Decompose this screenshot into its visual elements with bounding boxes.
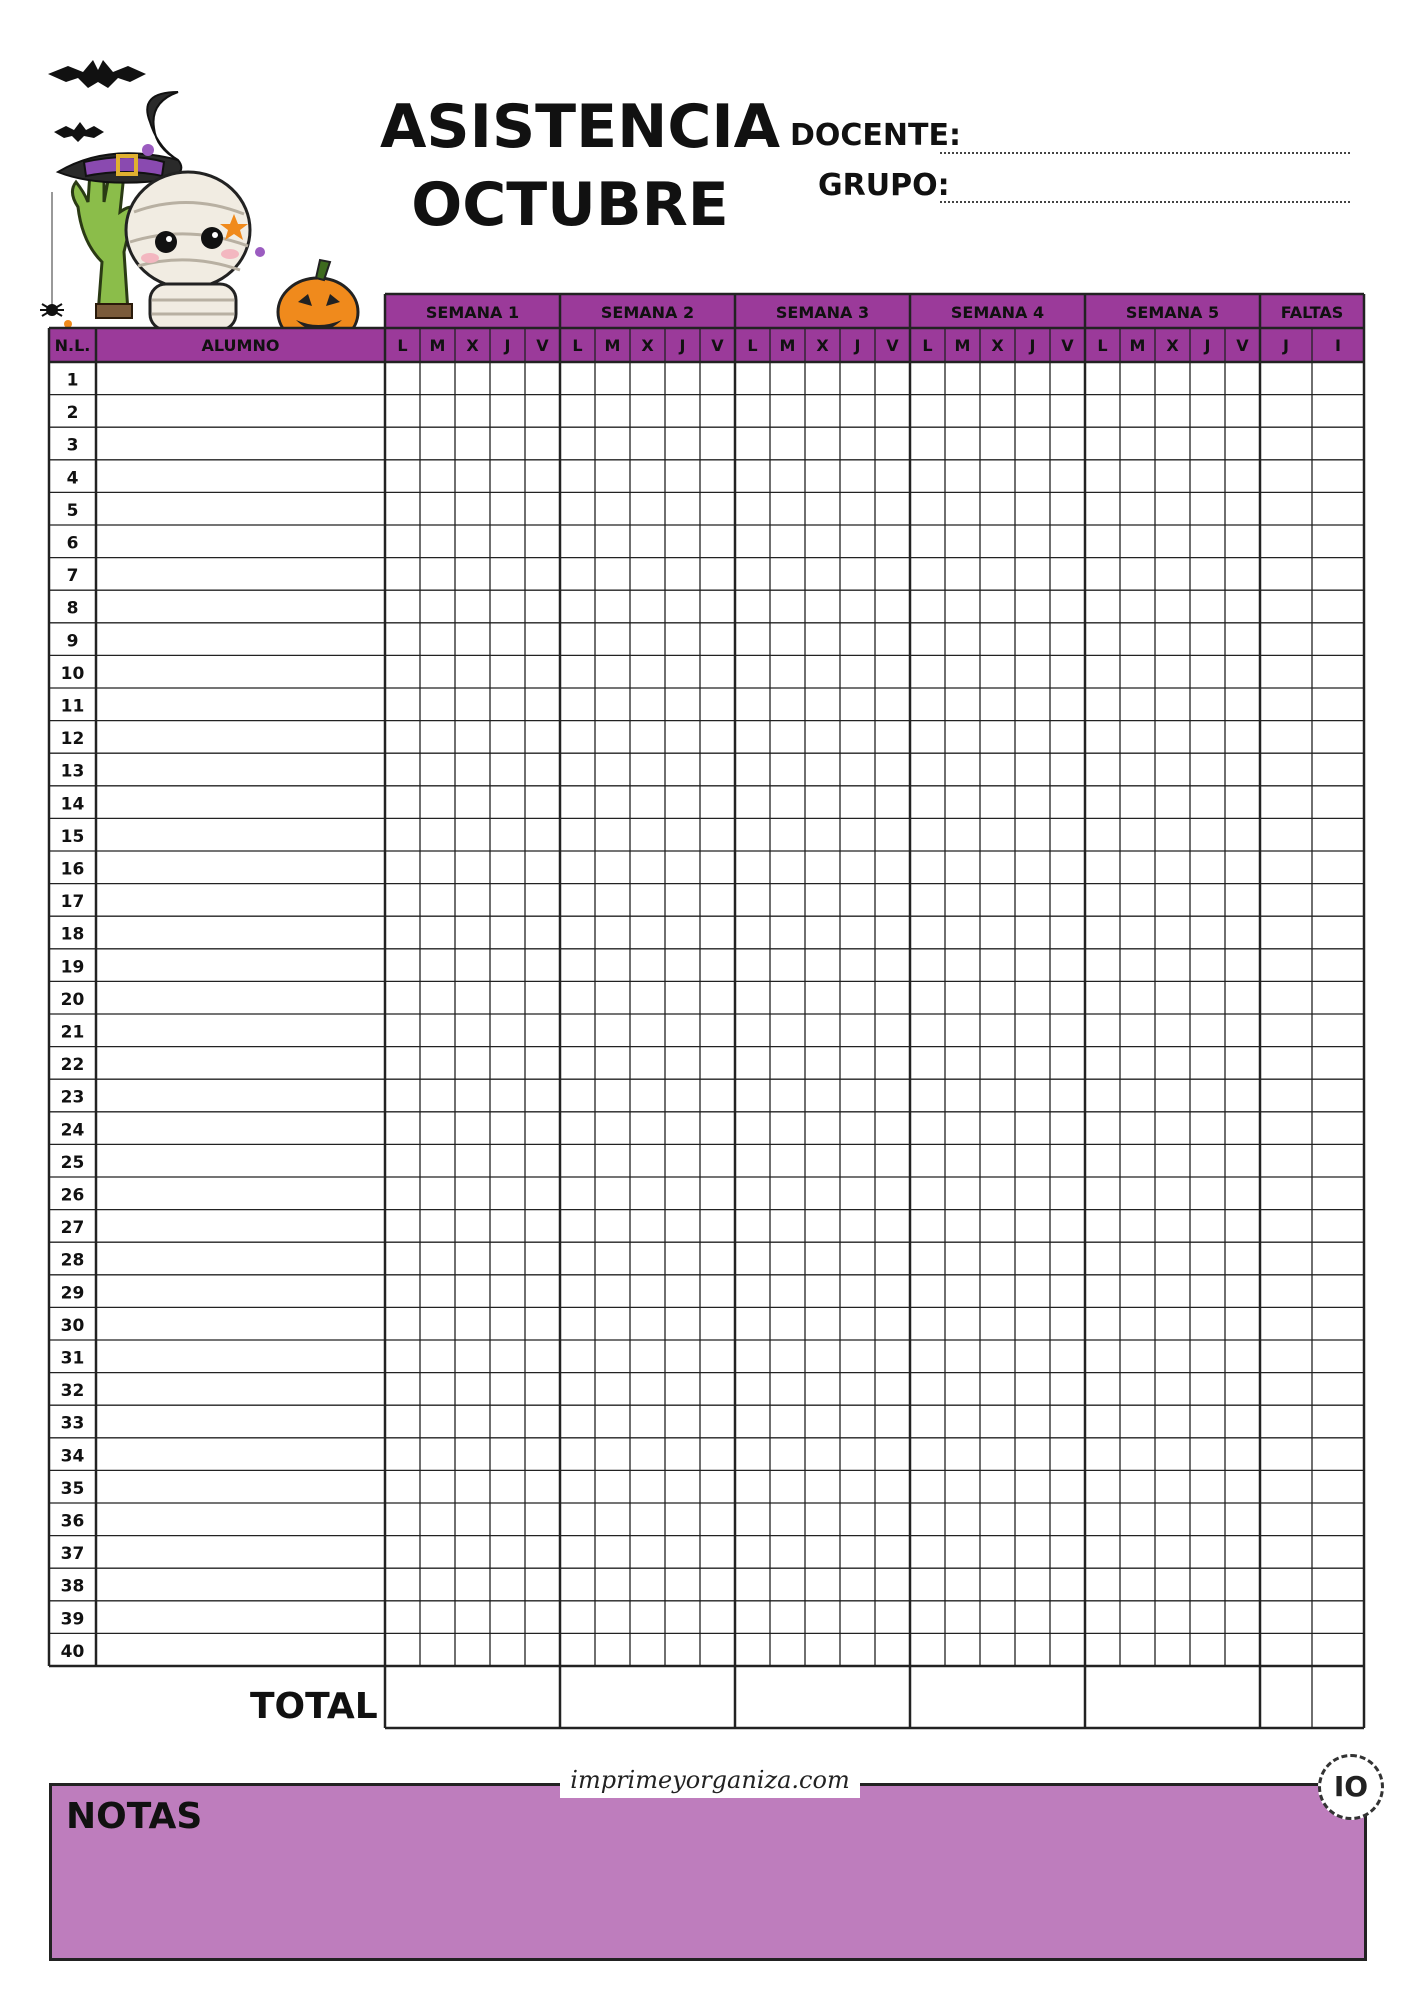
- row-number: 28: [60, 1250, 85, 1271]
- week-header: SEMANA 2: [600, 303, 695, 322]
- row-number: 11: [60, 696, 85, 717]
- row-number: 1: [66, 370, 79, 391]
- day-header: X: [641, 336, 654, 355]
- day-header: X: [466, 336, 479, 355]
- day-header: J: [854, 336, 861, 355]
- day-header: J: [1029, 336, 1036, 355]
- row-number: 26: [60, 1185, 85, 1206]
- row-number: 3: [66, 435, 79, 456]
- row-number: 19: [60, 957, 85, 978]
- row-number: 21: [60, 1022, 85, 1043]
- day-header: J: [1204, 336, 1211, 355]
- row-number: 33: [60, 1413, 85, 1434]
- row-number: 16: [60, 859, 85, 880]
- week-header: SEMANA 5: [1125, 303, 1220, 322]
- row-number: 5: [66, 500, 79, 521]
- brand-logo: [1318, 1754, 1384, 1820]
- day-header: V: [1061, 336, 1074, 355]
- day-header: M: [954, 336, 971, 355]
- row-number: 15: [60, 826, 85, 847]
- week-header: SEMANA 3: [775, 303, 870, 322]
- row-number: 22: [60, 1055, 85, 1076]
- week-header: SEMANA 4: [950, 303, 1045, 322]
- row-number: 31: [60, 1348, 85, 1369]
- row-number: 24: [60, 1120, 85, 1141]
- row-number: 40: [60, 1641, 85, 1662]
- day-header: X: [1166, 336, 1179, 355]
- week-header: SEMANA 1: [425, 303, 520, 322]
- day-header: V: [536, 336, 549, 355]
- row-number: 4: [66, 468, 79, 489]
- day-header: V: [711, 336, 724, 355]
- group-label: GRUPO:: [818, 168, 950, 203]
- row-number: 2: [66, 403, 79, 424]
- row-number: 27: [60, 1218, 85, 1239]
- row-number: 23: [60, 1087, 85, 1108]
- day-header: J: [504, 336, 511, 355]
- row-number: 7: [66, 566, 79, 587]
- row-number: 39: [60, 1609, 85, 1630]
- absence-type-header: I: [1335, 336, 1341, 355]
- row-number: 29: [60, 1283, 85, 1304]
- day-header: L: [747, 336, 758, 355]
- day-header: L: [1097, 336, 1108, 355]
- row-number: 6: [66, 533, 79, 554]
- absences-header: FALTAS: [1280, 303, 1344, 322]
- row-number: 20: [60, 989, 85, 1010]
- row-number: 36: [60, 1511, 85, 1532]
- row-number: 37: [60, 1544, 85, 1565]
- row-number: 30: [60, 1315, 85, 1336]
- website-text: imprimeyorganiza.com: [560, 1762, 860, 1798]
- title-line-2: OCTUBRE: [411, 170, 729, 240]
- notes-box[interactable]: [49, 1783, 1367, 1961]
- row-number: 12: [60, 729, 85, 750]
- row-number: 38: [60, 1576, 85, 1597]
- day-header: L: [397, 336, 408, 355]
- day-header: M: [429, 336, 446, 355]
- number-header: N.L.: [54, 336, 91, 355]
- day-header: X: [991, 336, 1004, 355]
- row-number: 17: [60, 892, 85, 913]
- day-header: J: [679, 336, 686, 355]
- day-header: M: [1129, 336, 1146, 355]
- title-line-1: ASISTENCIA: [380, 92, 781, 162]
- row-number: 32: [60, 1381, 85, 1402]
- row-number: 34: [60, 1446, 85, 1467]
- row-number: 13: [60, 761, 85, 782]
- total-label: TOTAL: [250, 1686, 378, 1727]
- day-header: V: [886, 336, 899, 355]
- logo-text: IO: [1333, 1770, 1369, 1803]
- day-header: L: [572, 336, 583, 355]
- row-number: 25: [60, 1152, 85, 1173]
- row-number: 14: [60, 794, 85, 815]
- teacher-label: DOCENTE:: [790, 118, 961, 153]
- absence-type-header: J: [1283, 336, 1289, 355]
- notes-label: NOTAS: [66, 1796, 203, 1837]
- day-header: L: [922, 336, 933, 355]
- day-header: V: [1236, 336, 1249, 355]
- day-header: M: [604, 336, 621, 355]
- row-number: 10: [60, 663, 85, 684]
- row-number: 9: [66, 631, 79, 652]
- day-header: M: [779, 336, 796, 355]
- day-header: X: [816, 336, 829, 355]
- student-header: ALUMNO: [201, 336, 280, 355]
- row-number: 35: [60, 1478, 85, 1499]
- row-number: 18: [60, 924, 85, 945]
- row-number: 8: [66, 598, 79, 619]
